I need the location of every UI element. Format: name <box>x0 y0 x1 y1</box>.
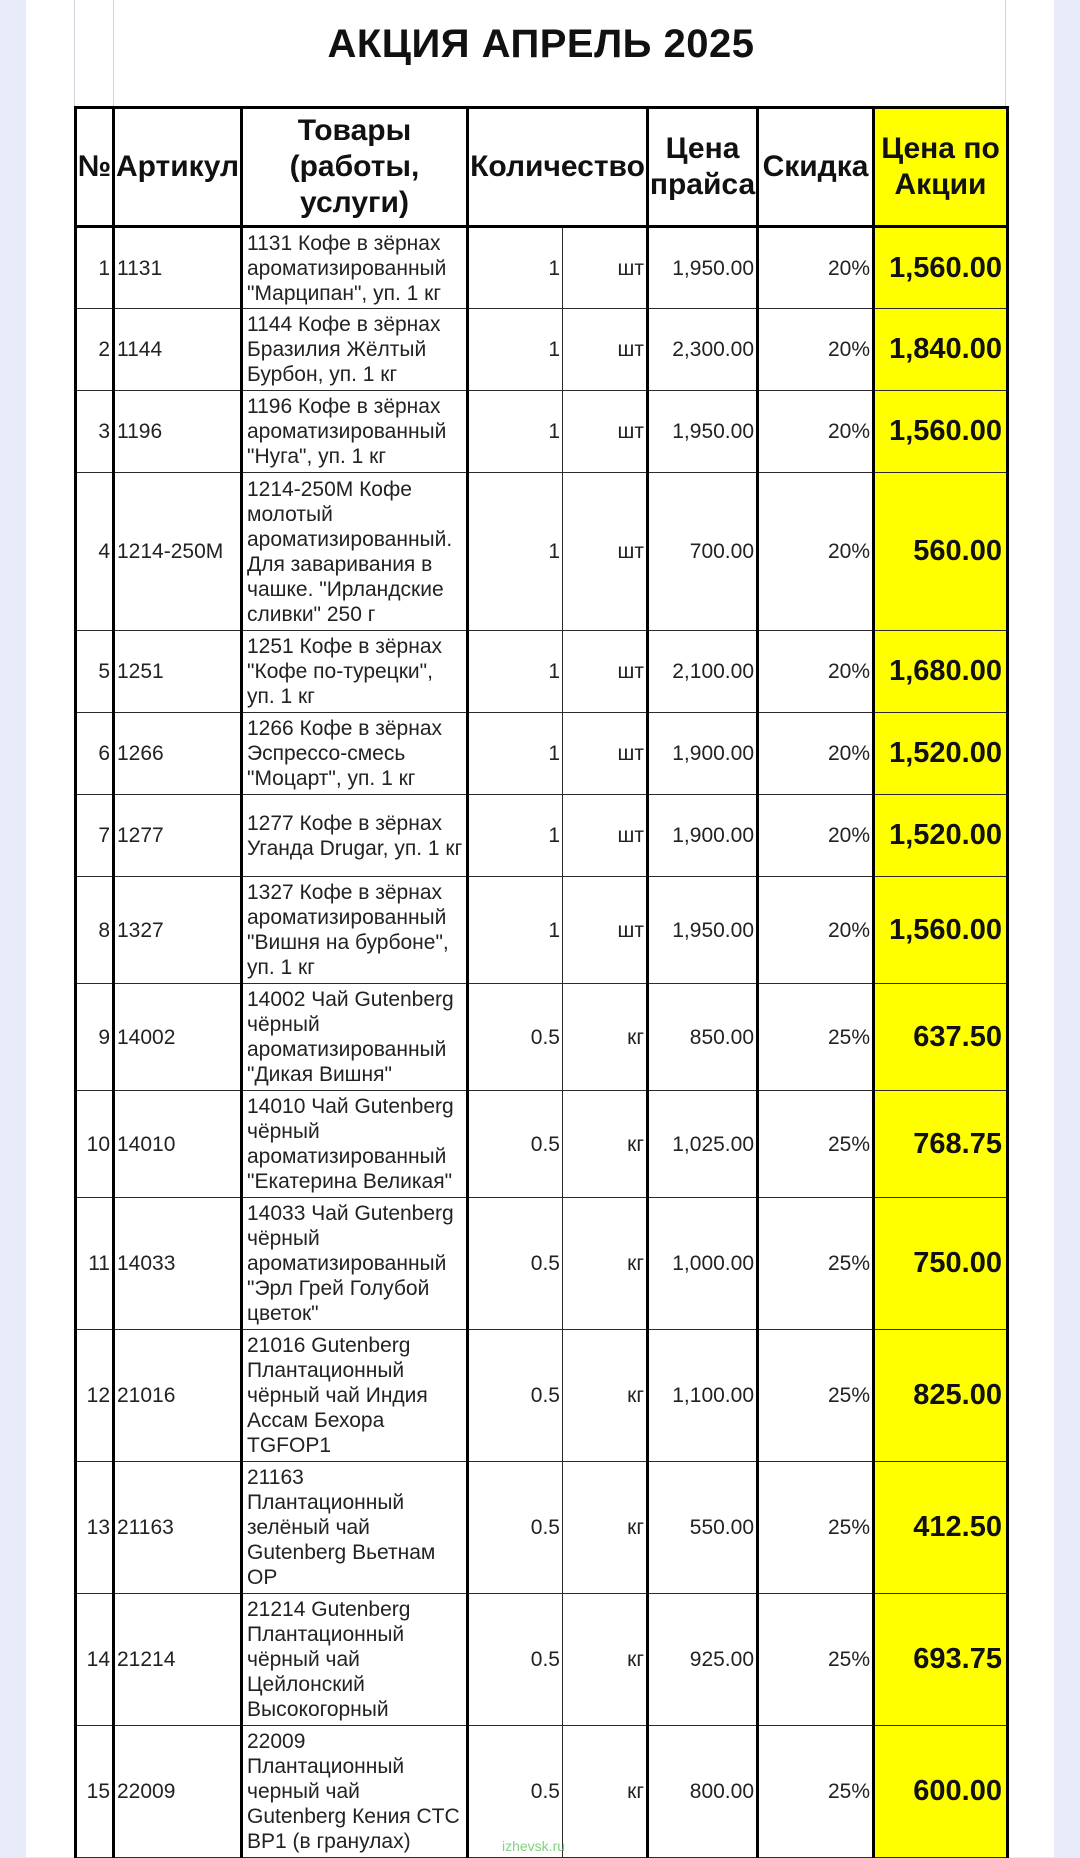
row-unit: шт <box>563 391 648 473</box>
row-list-price: 850.00 <box>648 984 758 1091</box>
watermark: izhevsk.ru <box>502 1838 566 1854</box>
row-article: 1196 <box>114 391 242 473</box>
row-unit: кг <box>563 1462 648 1594</box>
row-quantity: 1 <box>468 795 563 877</box>
row-article: 1266 <box>114 713 242 795</box>
row-promo-price: 560.00 <box>874 473 1008 631</box>
row-discount: 20% <box>758 713 874 795</box>
row-number: 11 <box>76 1198 114 1330</box>
row-quantity: 1 <box>468 713 563 795</box>
table-row <box>76 309 1008 391</box>
row-article: 14033 <box>114 1198 242 1330</box>
row-number: 6 <box>76 713 114 795</box>
row-number: 5 <box>76 631 114 713</box>
table-row <box>76 227 1008 309</box>
row-article: 21016 <box>114 1330 242 1462</box>
header-list-price: Цена прайса <box>648 108 758 227</box>
row-article: 1277 <box>114 795 242 877</box>
row-number: 8 <box>76 877 114 984</box>
row-discount: 25% <box>758 1330 874 1462</box>
row-number: 10 <box>76 1091 114 1198</box>
table-row <box>76 877 1008 984</box>
row-promo-price: 600.00 <box>874 1726 1008 1858</box>
row-product-name: 1144 Кофе в зёрнах Бразилия Жёлтый Бурбон, уп. 1 кг <box>242 309 468 391</box>
document-sheet <box>74 0 1006 1857</box>
row-quantity: 1 <box>468 309 563 391</box>
row-quantity: 0.5 <box>468 1726 563 1858</box>
row-unit: кг <box>563 984 648 1091</box>
row-quantity: 1 <box>468 877 563 984</box>
row-article: 21214 <box>114 1594 242 1726</box>
row-unit: шт <box>563 309 648 391</box>
row-discount: 20% <box>758 795 874 877</box>
row-article: 1144 <box>114 309 242 391</box>
row-list-price: 2,300.00 <box>648 309 758 391</box>
row-article: 1131 <box>114 227 242 309</box>
table-row <box>76 713 1008 795</box>
row-product-name: 14033 Чай Gutenberg чёрный ароматизированный "Эрл Грей Голубой цветок" <box>242 1198 468 1330</box>
row-unit: кг <box>563 1594 648 1726</box>
row-discount: 20% <box>758 309 874 391</box>
row-promo-price: 1,560.00 <box>874 877 1008 984</box>
row-product-name: 21163 Плантационный зелёный чай Gutenberg Вьетнам OP <box>242 1462 468 1594</box>
row-promo-price: 1,680.00 <box>874 631 1008 713</box>
row-product-name: 1131 Кофе в зёрнах ароматизированный "Марципан", уп. 1 кг <box>242 227 468 309</box>
row-promo-price: 412.50 <box>874 1462 1008 1594</box>
row-promo-price: 1,840.00 <box>874 309 1008 391</box>
row-unit: шт <box>563 473 648 631</box>
row-product-name: 1251 Кофе в зёрнах "Кофе по-турецки", уп. 1 кг <box>242 631 468 713</box>
row-promo-price: 825.00 <box>874 1330 1008 1462</box>
row-number: 4 <box>76 473 114 631</box>
promo-table <box>74 106 1009 1858</box>
table-row <box>76 1198 1008 1330</box>
row-number: 2 <box>76 309 114 391</box>
row-quantity: 1 <box>468 391 563 473</box>
table-row <box>76 1594 1008 1726</box>
table-row <box>76 984 1008 1091</box>
row-product-name: 14010 Чай Gutenberg чёрный ароматизированный "Екатерина Великая" <box>242 1091 468 1198</box>
document-title: АКЦИЯ АПРЕЛЬ 2025 <box>327 22 755 66</box>
row-number: 7 <box>76 795 114 877</box>
table-row <box>76 795 1008 877</box>
row-discount: 25% <box>758 1198 874 1330</box>
row-quantity: 1 <box>468 631 563 713</box>
row-list-price: 2,100.00 <box>648 631 758 713</box>
row-discount: 20% <box>758 631 874 713</box>
row-number: 13 <box>76 1462 114 1594</box>
row-quantity: 0.5 <box>468 984 563 1091</box>
row-quantity: 0.5 <box>468 1091 563 1198</box>
row-promo-price: 768.75 <box>874 1091 1008 1198</box>
row-article: 1214-250M <box>114 473 242 631</box>
row-unit: кг <box>563 1198 648 1330</box>
row-list-price: 1,950.00 <box>648 391 758 473</box>
row-discount: 25% <box>758 1462 874 1594</box>
row-list-price: 700.00 <box>648 473 758 631</box>
row-number: 14 <box>76 1594 114 1726</box>
row-quantity: 0.5 <box>468 1594 563 1726</box>
row-unit: шт <box>563 227 648 309</box>
row-list-price: 1,950.00 <box>648 877 758 984</box>
row-article: 22009 <box>114 1726 242 1858</box>
row-discount: 20% <box>758 227 874 309</box>
row-list-price: 1,900.00 <box>648 795 758 877</box>
row-number: 9 <box>76 984 114 1091</box>
row-product-name: 1196 Кофе в зёрнах ароматизированный "Нуга", уп. 1 кг <box>242 391 468 473</box>
row-list-price: 1,900.00 <box>648 713 758 795</box>
table-row <box>76 1330 1008 1462</box>
row-unit: шт <box>563 713 648 795</box>
row-discount: 20% <box>758 877 874 984</box>
row-product-name: 21016 Gutenberg Плантационный чёрный чай Индия Ассам Бехора TGFOP1 <box>242 1330 468 1462</box>
row-article: 1327 <box>114 877 242 984</box>
row-number: 15 <box>76 1726 114 1858</box>
table-row <box>76 473 1008 631</box>
row-promo-price: 1,520.00 <box>874 713 1008 795</box>
row-discount: 25% <box>758 984 874 1091</box>
header-discount: Скидка <box>758 108 874 227</box>
row-discount: 20% <box>758 473 874 631</box>
header-promo-price: Цена по Акции <box>874 108 1008 227</box>
row-article: 14002 <box>114 984 242 1091</box>
row-quantity: 0.5 <box>468 1198 563 1330</box>
header-no: № <box>76 108 114 227</box>
row-product-name: 14002 Чай Gutenberg чёрный ароматизированный "Дикая Вишня" <box>242 984 468 1091</box>
row-promo-price: 637.50 <box>874 984 1008 1091</box>
row-article: 1251 <box>114 631 242 713</box>
row-product-name: 1277 Кофе в зёрнах Уганда Drugar, уп. 1 кг <box>242 795 468 877</box>
row-list-price: 1,950.00 <box>648 227 758 309</box>
row-unit: шт <box>563 795 648 877</box>
row-quantity: 0.5 <box>468 1462 563 1594</box>
row-unit: шт <box>563 877 648 984</box>
header-quantity: Количество <box>468 108 648 227</box>
row-discount: 20% <box>758 391 874 473</box>
row-list-price: 1,000.00 <box>648 1198 758 1330</box>
row-unit: кг <box>563 1091 648 1198</box>
row-article: 14010 <box>114 1091 242 1198</box>
row-list-price: 550.00 <box>648 1462 758 1594</box>
row-promo-price: 1,520.00 <box>874 795 1008 877</box>
table-header-row <box>76 108 1008 227</box>
row-article: 21163 <box>114 1462 242 1594</box>
title-area <box>74 0 1006 106</box>
table-row <box>76 1091 1008 1198</box>
row-product-name: 21214 Gutenberg Плантационный чёрный чай Цейлонский Высокогорный <box>242 1594 468 1726</box>
row-promo-price: 693.75 <box>874 1594 1008 1726</box>
row-product-name: 1214-250M Кофе молотый ароматизированный. Для заваривания в чашке. "Ирландские сливки" 250 г <box>242 473 468 631</box>
row-quantity: 1 <box>468 473 563 631</box>
table-row <box>76 631 1008 713</box>
row-product-name: 22009 Плантационный черный чай Gutenberg Кения CTC BP1 (в гранулах) <box>242 1726 468 1858</box>
row-list-price: 1,025.00 <box>648 1091 758 1198</box>
header-article: Артикул <box>114 108 242 227</box>
row-quantity: 0.5 <box>468 1330 563 1462</box>
row-quantity: 1 <box>468 227 563 309</box>
row-discount: 25% <box>758 1091 874 1198</box>
row-unit: кг <box>563 1726 648 1858</box>
header-goods: Товары (работы, услуги) <box>242 108 468 227</box>
row-number: 1 <box>76 227 114 309</box>
row-number: 12 <box>76 1330 114 1462</box>
row-promo-price: 1,560.00 <box>874 227 1008 309</box>
row-number: 3 <box>76 391 114 473</box>
row-list-price: 800.00 <box>648 1726 758 1858</box>
row-list-price: 925.00 <box>648 1594 758 1726</box>
table-row <box>76 391 1008 473</box>
row-promo-price: 750.00 <box>874 1198 1008 1330</box>
row-product-name: 1266 Кофе в зёрнах Эспрессо-смесь "Моцарт", уп. 1 кг <box>242 713 468 795</box>
row-product-name: 1327 Кофе в зёрнах ароматизированный "Вишня на бурбоне", уп. 1 кг <box>242 877 468 984</box>
row-unit: кг <box>563 1330 648 1462</box>
row-list-price: 1,100.00 <box>648 1330 758 1462</box>
row-discount: 25% <box>758 1726 874 1858</box>
row-discount: 25% <box>758 1594 874 1726</box>
row-promo-price: 1,560.00 <box>874 391 1008 473</box>
table-row <box>76 1462 1008 1594</box>
row-unit: шт <box>563 631 648 713</box>
